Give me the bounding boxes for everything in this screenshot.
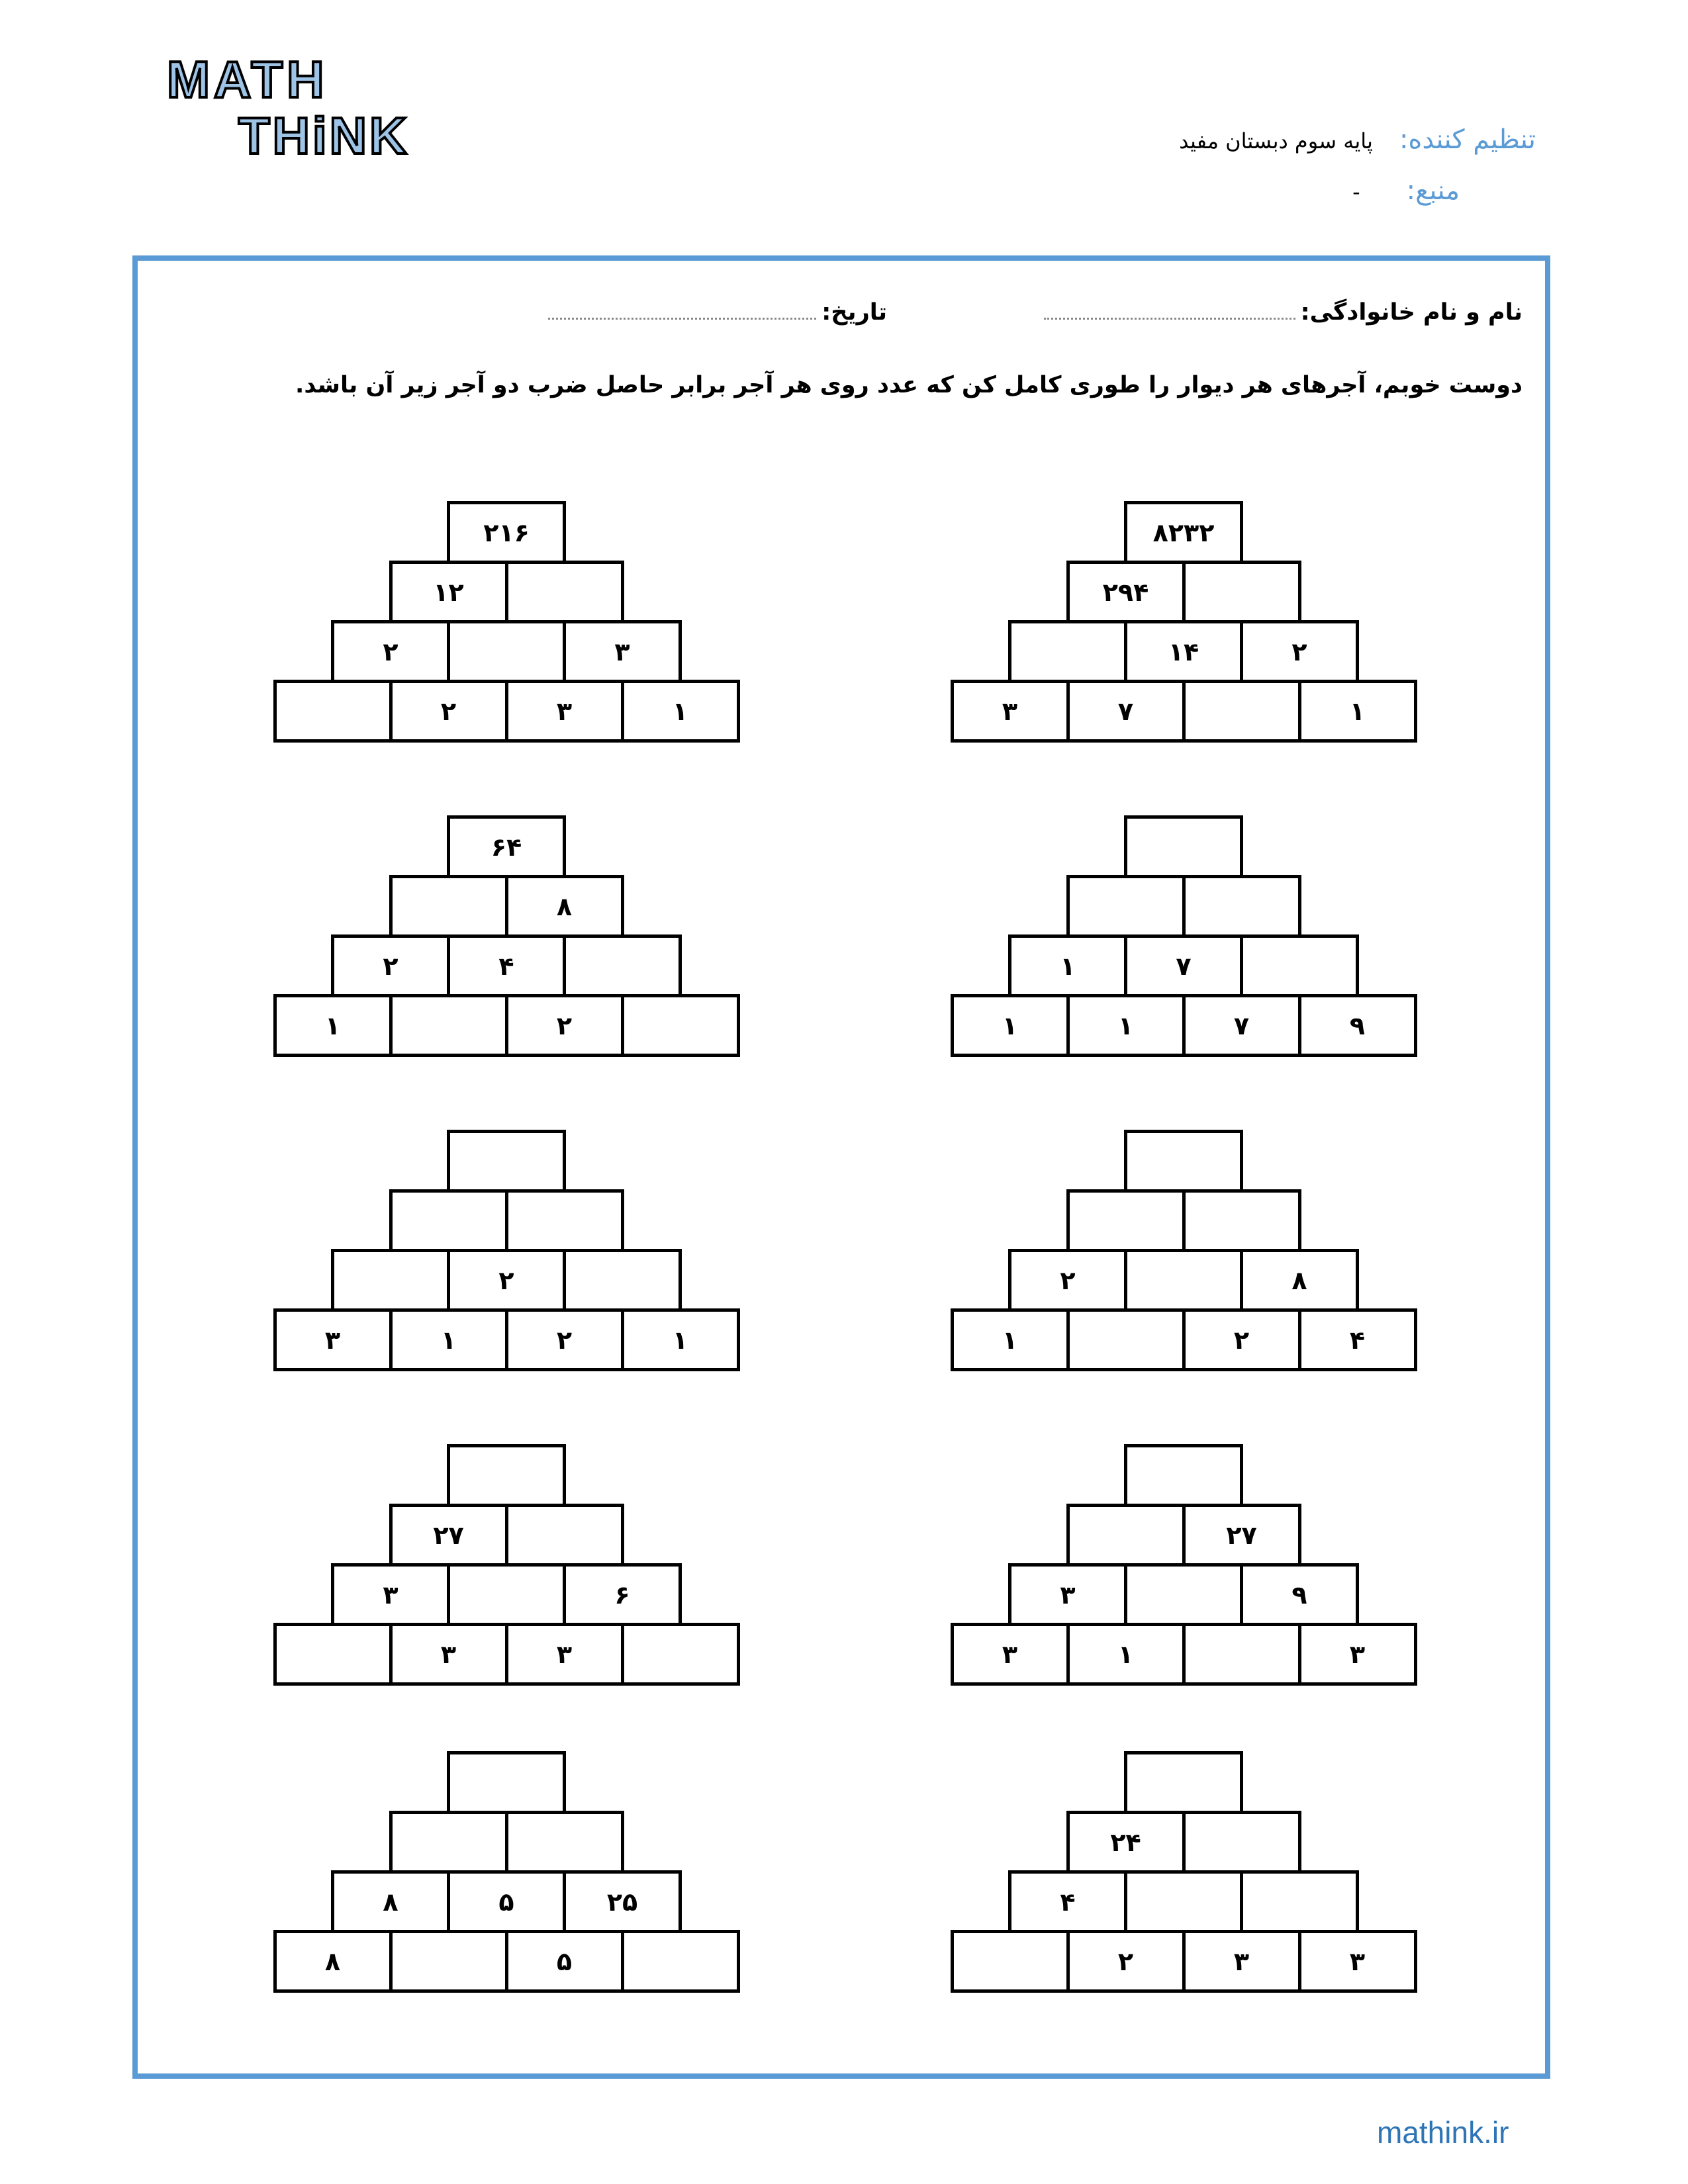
brick-cell[interactable]: ۱ xyxy=(951,994,1070,1057)
brick-cell[interactable]: ۱ xyxy=(951,1308,1070,1371)
brick-cell[interactable] xyxy=(1182,1811,1301,1874)
brick-pyramid xyxy=(268,1751,745,2016)
brick-cell[interactable]: ۳ xyxy=(1008,1563,1127,1626)
brick-pyramid xyxy=(268,1444,745,1709)
brick-cell[interactable] xyxy=(1124,1563,1243,1626)
name-field[interactable] xyxy=(1044,299,1523,326)
brick-cell[interactable]: ۶۴ xyxy=(447,815,566,878)
brick-cell[interactable]: ۳ xyxy=(1298,1623,1417,1686)
brick-cell[interactable]: ۸ xyxy=(1240,1249,1359,1312)
brick-cell[interactable] xyxy=(1124,1249,1243,1312)
brick-cell[interactable] xyxy=(1182,1189,1301,1252)
brick-cell[interactable]: ۳ xyxy=(1182,1930,1301,1993)
brick-cell[interactable]: ۸ xyxy=(331,1870,450,1933)
brick-pyramid xyxy=(268,815,745,1080)
brick-cell[interactable]: ۳ xyxy=(951,680,1070,743)
author-value: پایه سوم دبستان مفید xyxy=(1179,128,1373,154)
brick-cell[interactable] xyxy=(1066,1504,1186,1567)
brick-cell[interactable]: ۳ xyxy=(389,1623,508,1686)
brick-cell[interactable]: ۳ xyxy=(563,620,682,683)
brick-pyramid xyxy=(945,815,1422,1080)
brick-cell[interactable]: ۲۷ xyxy=(389,1504,508,1567)
date-label: تاریخ: xyxy=(821,299,887,326)
brick-cell[interactable]: ۲۹۴ xyxy=(1066,561,1186,623)
brick-cell[interactable]: ۸ xyxy=(505,875,624,938)
brick-cell[interactable]: ۲ xyxy=(1182,1308,1301,1371)
brick-cell[interactable]: ۲ xyxy=(505,1308,624,1371)
brick-cell[interactable]: ۹ xyxy=(1298,994,1417,1057)
brick-cell[interactable] xyxy=(389,1930,508,1993)
brick-cell[interactable]: ۱۲ xyxy=(389,561,508,623)
brick-cell[interactable] xyxy=(1182,1623,1301,1686)
brick-cell[interactable]: ۱ xyxy=(1298,680,1417,743)
brick-cell[interactable] xyxy=(389,1189,508,1252)
brick-pyramid xyxy=(945,1130,1422,1394)
brick-pyramid xyxy=(945,1751,1422,2016)
brick-cell[interactable] xyxy=(505,1504,624,1567)
name-blank[interactable] xyxy=(1044,311,1295,320)
brick-cell[interactable]: ۲ xyxy=(389,680,508,743)
brick-pyramid xyxy=(945,1444,1422,1709)
brick-cell[interactable] xyxy=(1066,1189,1186,1252)
brick-cell[interactable] xyxy=(1182,875,1301,938)
brick-cell[interactable]: ۱ xyxy=(1008,934,1127,997)
brick-cell[interactable]: ۷ xyxy=(1182,994,1301,1057)
brick-cell[interactable] xyxy=(563,934,682,997)
brick-cell[interactable] xyxy=(505,1811,624,1874)
brick-cell[interactable] xyxy=(1182,561,1301,623)
brick-cell[interactable] xyxy=(1124,1130,1243,1193)
brick-cell[interactable] xyxy=(621,994,740,1057)
source-row xyxy=(1352,175,1460,206)
brick-cell[interactable]: ۳ xyxy=(1298,1930,1417,1993)
brick-cell[interactable]: ۲ xyxy=(447,1249,566,1312)
brick-cell[interactable] xyxy=(1182,680,1301,743)
brick-cell[interactable] xyxy=(505,561,624,623)
date-field[interactable] xyxy=(548,299,887,326)
brick-cell[interactable] xyxy=(331,1249,450,1312)
brick-cell[interactable]: ۲ xyxy=(1066,1930,1186,1993)
brick-cell[interactable]: ۱ xyxy=(621,1308,740,1371)
mathink-logo xyxy=(165,41,430,173)
brick-cell[interactable] xyxy=(951,1930,1070,1993)
source-value: - xyxy=(1352,179,1360,205)
brick-cell[interactable]: ۱ xyxy=(1066,1623,1186,1686)
name-label: نام و نام خانوادگی: xyxy=(1300,299,1523,326)
brick-cell[interactable] xyxy=(447,1130,566,1193)
brick-cell[interactable]: ۲۱۶ xyxy=(447,501,566,564)
brick-cell[interactable]: ۲ xyxy=(331,934,450,997)
brick-cell[interactable] xyxy=(273,680,393,743)
brick-pyramid xyxy=(945,501,1422,766)
brick-cell[interactable]: ۲ xyxy=(1240,620,1359,683)
brick-cell[interactable]: ۳ xyxy=(505,1623,624,1686)
brick-cell[interactable]: ۱ xyxy=(273,994,393,1057)
brick-cell[interactable] xyxy=(447,1563,566,1626)
brick-cell[interactable]: ۲ xyxy=(331,620,450,683)
brick-cell[interactable] xyxy=(447,1751,566,1814)
brick-pyramid xyxy=(268,501,745,766)
brick-cell[interactable]: ۷ xyxy=(1124,934,1243,997)
brick-cell[interactable]: ۷ xyxy=(1066,680,1186,743)
brick-cell[interactable]: ۱ xyxy=(389,1308,508,1371)
brick-pyramid xyxy=(268,1130,745,1394)
brick-cell[interactable]: ۴ xyxy=(1008,1870,1127,1933)
brick-cell[interactable] xyxy=(621,1623,740,1686)
brick-cell[interactable] xyxy=(1008,620,1127,683)
brick-cell[interactable] xyxy=(563,1249,682,1312)
brick-cell[interactable] xyxy=(389,1811,508,1874)
brick-cell[interactable]: ۴ xyxy=(447,934,566,997)
brick-cell[interactable] xyxy=(273,1623,393,1686)
brick-cell[interactable] xyxy=(447,1444,566,1507)
author-row xyxy=(1179,124,1536,155)
brick-cell[interactable]: ۸ xyxy=(273,1930,393,1993)
brick-cell[interactable]: ۲۵ xyxy=(563,1870,682,1933)
brick-cell[interactable]: ۵ xyxy=(505,1930,624,1993)
brick-cell[interactable]: ۹ xyxy=(1240,1563,1359,1626)
brick-cell[interactable] xyxy=(621,1930,740,1993)
brick-cell[interactable] xyxy=(505,1189,624,1252)
author-label: تنظیم کننده: xyxy=(1399,124,1536,155)
brick-cell[interactable] xyxy=(1240,934,1359,997)
brick-cell[interactable]: ۴ xyxy=(1298,1308,1417,1371)
instruction-text: دوست خوبم، آجرهای هر دیوار را طوری کامل کن که عدد روی هر آجر برابر حاصل ضرب دو آجر زیر آن باشد. xyxy=(295,372,1523,398)
brick-cell[interactable]: ۲ xyxy=(1008,1249,1127,1312)
brick-cell[interactable]: ۳ xyxy=(331,1563,450,1626)
logo-line-2: THiNK xyxy=(238,107,410,165)
brick-cell[interactable]: ۱ xyxy=(621,680,740,743)
brick-cell[interactable]: ۳ xyxy=(273,1308,393,1371)
brick-cell[interactable] xyxy=(1124,1870,1243,1933)
brick-cell[interactable]: ۶ xyxy=(563,1563,682,1626)
logo-line-1: MATH xyxy=(167,50,328,109)
brick-cell[interactable] xyxy=(447,620,566,683)
brick-cell[interactable] xyxy=(1066,875,1186,938)
brick-cell[interactable]: ۸۲۳۲ xyxy=(1124,501,1243,564)
brick-cell[interactable] xyxy=(389,875,508,938)
brick-cell[interactable]: ۲۴ xyxy=(1066,1811,1186,1874)
brick-cell[interactable]: ۱ xyxy=(1066,994,1186,1057)
brick-cell[interactable] xyxy=(389,994,508,1057)
date-blank[interactable] xyxy=(548,311,816,320)
brick-cell[interactable] xyxy=(1066,1308,1186,1371)
brick-cell[interactable]: ۱۴ xyxy=(1124,620,1243,683)
logo-graphic xyxy=(165,41,430,173)
brick-cell[interactable] xyxy=(1124,1751,1243,1814)
website-link[interactable]: mathink.ir xyxy=(1377,2115,1509,2150)
brick-cell[interactable] xyxy=(1124,815,1243,878)
source-label: منبع: xyxy=(1406,175,1460,206)
brick-cell[interactable]: ۳ xyxy=(951,1623,1070,1686)
brick-cell[interactable]: ۲ xyxy=(505,994,624,1057)
brick-cell[interactable]: ۵ xyxy=(447,1870,566,1933)
brick-cell[interactable]: ۲۷ xyxy=(1182,1504,1301,1567)
brick-cell[interactable] xyxy=(1124,1444,1243,1507)
brick-cell[interactable]: ۳ xyxy=(505,680,624,743)
brick-cell[interactable] xyxy=(1240,1870,1359,1933)
